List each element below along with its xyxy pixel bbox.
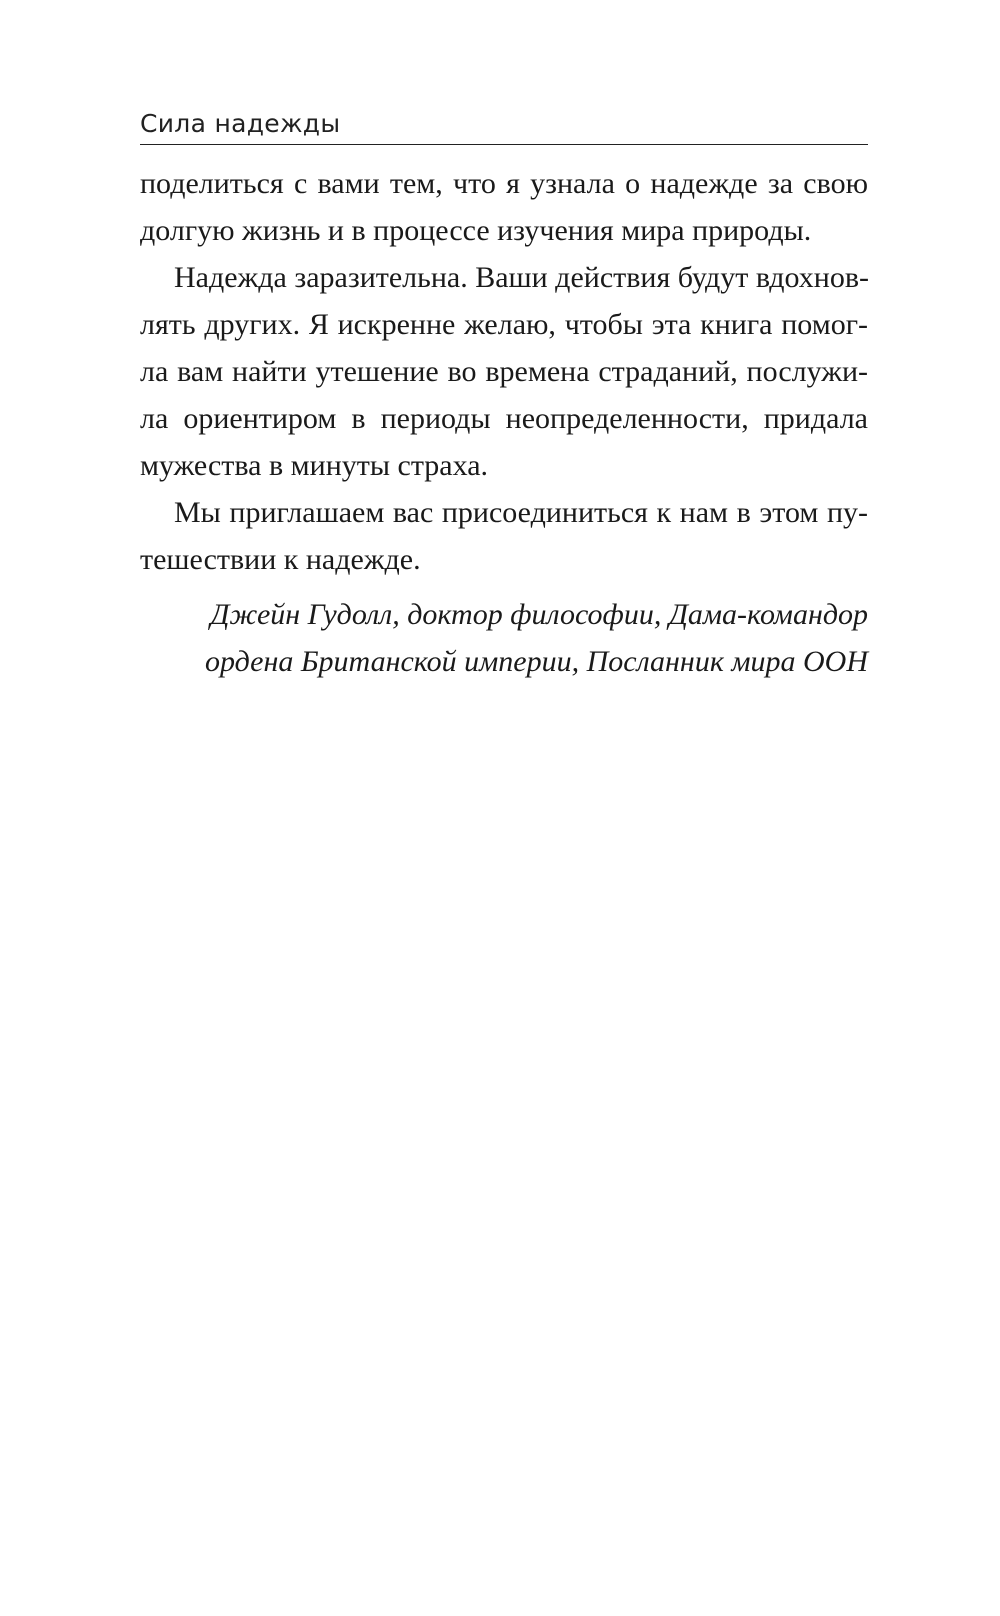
text-line: Надежда заразительна. Ваши действия будут вдохнов- (174, 261, 870, 294)
signature-line: Джейн Гудолл, доктор философии, Дама-командор (210, 598, 868, 631)
running-head-title: Сила надежды (140, 109, 341, 138)
text-line: долгую жизнь и в процессе изучения мира природы. (140, 214, 812, 247)
author-signature (140, 591, 868, 685)
paragraph-1 (140, 160, 868, 254)
text-line: Мы приглашаем вас присоединиться к нам в этом пу- (174, 496, 868, 529)
text-line: лять других. Я искренне желаю, чтобы эта книга помог- (140, 308, 868, 341)
text-line: тешествии к надежде. (140, 543, 421, 576)
text-line: ла ориентиром в периоды неопределенности, придала (140, 402, 868, 435)
text-line: ла вам найти утешение во времена страданий, послужи- (140, 355, 868, 388)
text-line: мужества в минуты страха. (140, 449, 489, 482)
signature-line: ордена Британской империи, Посланник мира ООН (205, 645, 868, 678)
book-page (140, 0, 868, 1616)
text-line: поделиться с вами тем, что я узнала о надежде за свою (140, 167, 868, 200)
header-divider (140, 144, 868, 145)
paragraph-2 (140, 254, 868, 489)
paragraph-3 (140, 489, 868, 583)
body-text (140, 160, 868, 685)
